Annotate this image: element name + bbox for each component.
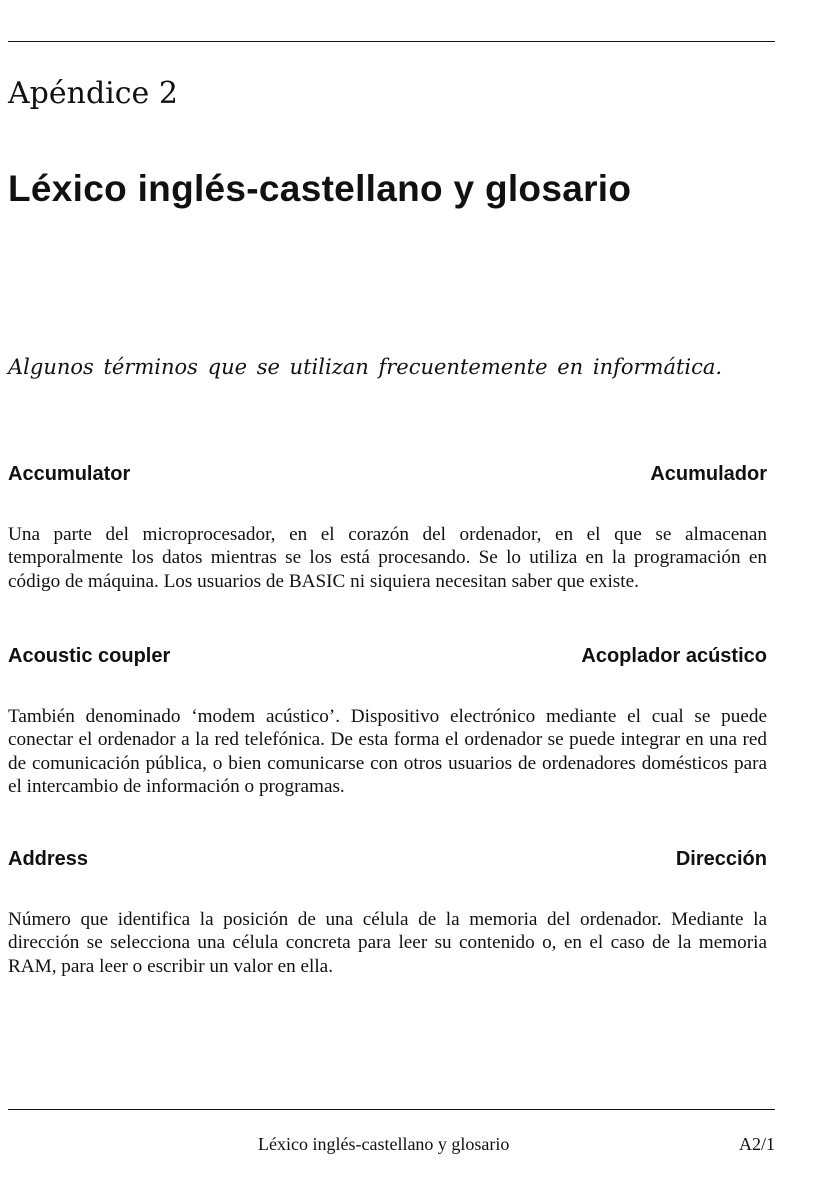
entry-heading [8,844,775,874]
page-number: A2/1 [739,1134,775,1154]
term-spanish: Acoplador acústico [581,645,767,667]
term-definition: Número que identifica la posición de una célula de la memoria del ordenador. Mediante la dirección se selecciona una célula concreta para leer su contenido o, en el caso de la memoria RAM, para leer o escribir un valor en ella. [8,909,767,977]
term-spanish: Acumulador [650,463,767,485]
glossary-entry [8,459,775,593]
term-definition: Una parte del microprocesador, en el corazón del ordenador, en el que se almacenan temporalmente los datos mientras se los está procesando. Se lo utiliza en la programación en código de máquina. Los usuarios de BASIC ni siquiera necesitan saber que existe. [8,524,767,592]
entry-heading [8,459,775,489]
entry-heading [8,641,775,671]
appendix-label: Apéndice 2 [8,76,178,111]
footer-title: Léxico inglés-castellano y glosario [258,1134,510,1154]
term-english: Acoustic coupler [8,645,171,667]
page-subtitle: Algunos términos que se utilizan frecuentemente en informática. [8,355,723,379]
term-definition: También denominado ‘modem acústico’. Dispositivo electrónico mediante el cual se puede conectar el ordenador a la red telefónica. De esta forma el ordenador se puede integrar en una red de comunicación pública, o bien comunicarse con otros usuarios de ordenadores domésticos para el intercambio de información o programas. [8,706,767,797]
bottom-rule [8,1109,775,1110]
term-english: Address [8,848,89,870]
page-title: Léxico inglés-castellano y glosario [8,168,632,209]
term-spanish: Dirección [675,848,767,870]
glossary-entry [8,844,775,978]
term-english: Accumulator [8,463,131,485]
glossary-entry [8,641,775,798]
top-rule [8,41,775,42]
